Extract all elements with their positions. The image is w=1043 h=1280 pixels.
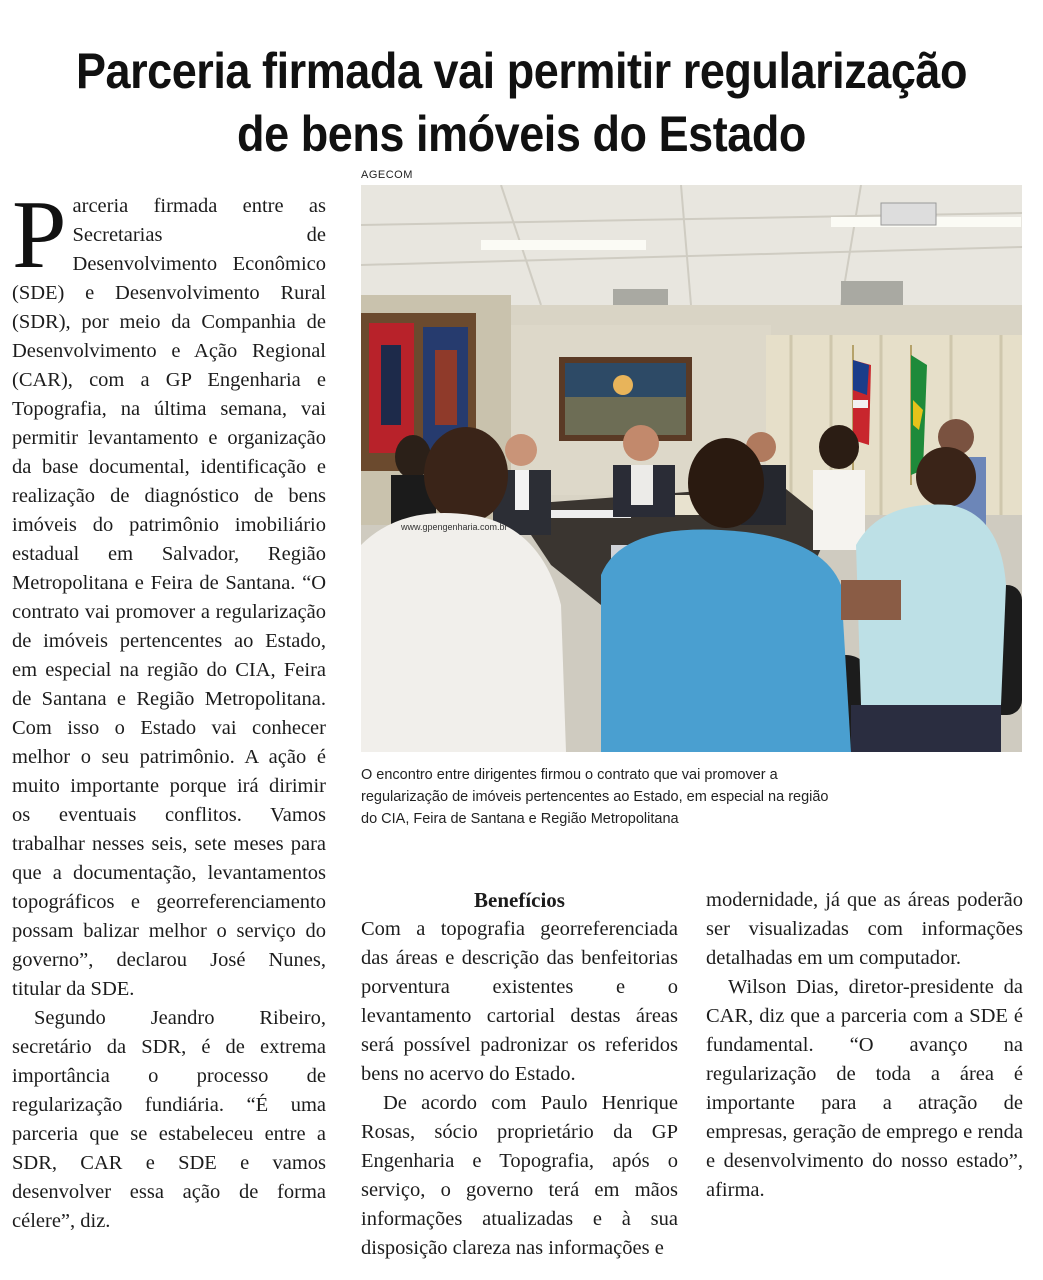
shirt-print: www.gpengenharia.com.br	[401, 522, 508, 532]
headline	[61, 40, 982, 166]
headline-line-2: de bens imóveis do Estado	[237, 105, 806, 162]
caption-line-1: O encontro entre dirigentes firmou o contrato que vai promover a	[361, 767, 778, 783]
article-paragraph-4-continued: modernidade, já que as áreas poderão ser visualizadas com informações detalhadas em um computador.	[706, 889, 1023, 969]
article-paragraph-3: Com a topografia georreferenciada das áreas e descrição das benfeitorias porventura existentes e o levantamento cartorial destas áreas será possível padronizar os referidos bens no acervo do Estado.	[361, 918, 678, 1085]
article-column-3	[706, 886, 1023, 1205]
photo-caption	[361, 764, 1023, 830]
article-paragraph-4: De acordo com Paulo Henrique Rosas, sócio proprietário da GP Engenharia e Topografia, após o serviço, o governo terá em mãos informações atualizadas e à sua disposição clareza nas informações e	[361, 1092, 678, 1259]
caption-line-2: regularização de imóveis pertencentes ao Estado, em especial na região	[361, 789, 829, 805]
meeting-photo-illustration	[361, 185, 1022, 752]
article-column-2	[361, 886, 678, 1263]
article-paragraph-1	[12, 181, 326, 1004]
section-title-beneficios: Benefícios	[474, 888, 565, 912]
article-column-1	[12, 181, 326, 1236]
caption-line-3: do CIA, Feira de Santana e Região Metropolitana	[361, 811, 679, 827]
photo-credit: AGECOM	[361, 169, 413, 181]
drop-cap: P	[12, 181, 67, 289]
article-paragraph-5: Wilson Dias, diretor-presidente da CAR, diz que a parceria com a SDE é fundamental. “O avanço na regularização de toda a área é importante para a atração de empresas, geração de emprego e renda e desenvolvimento do nosso estado”, afirma.	[706, 976, 1023, 1201]
article-paragraph-2: Segundo Jeandro Ribeiro, secretário da SDR, é de extrema importância o processo de regularização fundiária. “É uma parceria que se estabeleceu entre a SDR, CAR e SDE e vamos desenvolver essa ação de forma célere”, diz.	[12, 1007, 326, 1232]
headline-line-1: Parceria firmada vai permitir regularização	[75, 42, 968, 99]
article-paragraph-1-text: arceria firmada entre as Secretarias de Desenvolvimento Econômico (SDE) e Desenvolvimento Rural (SDR), por meio da Companhia de Desenvolvimento e Ação Regional (CAR), com a GP Engenharia e Topografia, na última semana, vai permitir levantamento e organização da base documental, identificação e realização de diagnóstico de bens imóveis do patrimônio imobiliário estadual em Salvador, Região Metropolitana e Feira de Santana. “O contrato vai promover a regularização de imóveis pertencentes ao Estado, em especial na região do CIA, Feira de Santana e Região Metropolitana. Com isso o Estado vai conhecer melhor o seu patrimônio. A ação é muito importante porque irá dirimir os eventuais conflitos. Vamos trabalhar nesses seis, sete meses para que a documentação, levantamentos topográficos e georreferenciamento possam balizar melhor o serviço do governo”, declarou José Nunes, titular da SDE.	[12, 195, 326, 1000]
meeting-photo	[361, 185, 1022, 752]
